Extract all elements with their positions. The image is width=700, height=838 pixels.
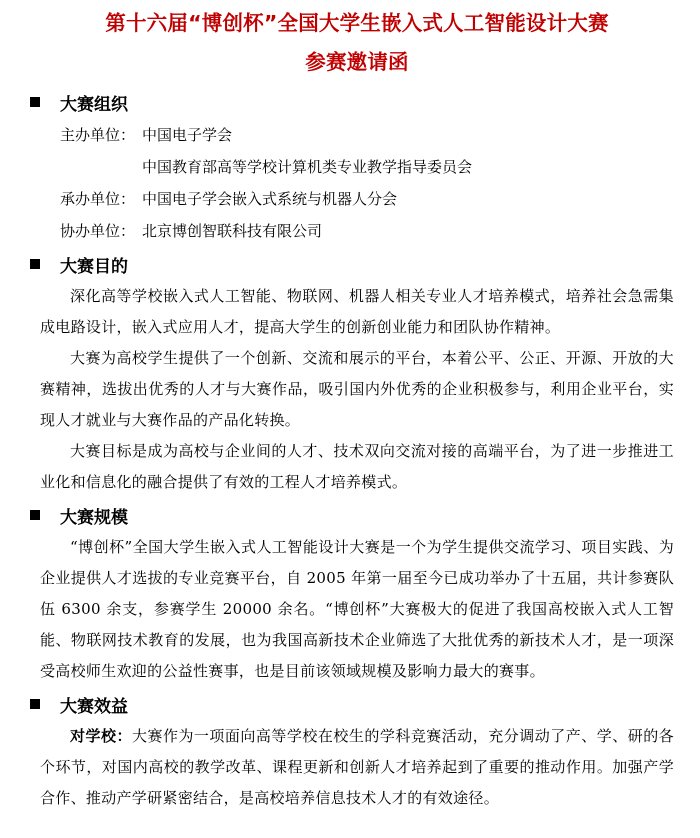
paragraph: 大赛目标是成为高校与企业间的人才、技术双向交流对接的高端平台，为了进一步推进工业化和信息化的融合提供了有效的工程人才培养模式。 [40,442,674,491]
heading-text: 大赛目的 [60,256,128,277]
section-heading [30,498,674,532]
section-scale [40,498,674,687]
section-organization [40,85,674,247]
document-subtitle: 参赛邀请函 [305,50,409,74]
host-value-1: 中国电子学会 [142,126,233,144]
assist-value: 北京博创智联科技有限公司 [142,222,323,240]
host-label: 主办单位： [60,126,136,144]
paragraph-body: 大赛作为一项面向高等学校在校生的学科竞赛活动，充分调动了产、学、研的各个环节，对国内高校的教学改革、课程更新和创新人才培养起到了重要的推动作用。加强产学合作、推动产学研紧密结合，是高校培养信息技术人才的有效途径。 [40,727,674,807]
assist-label: 协办单位： [60,222,136,240]
host-row-2 [60,151,674,183]
heading-text: 大赛规模 [60,507,128,528]
host-row [60,119,674,151]
undertake-row [60,183,674,215]
undertake-label: 承办单位： [60,190,136,208]
heading-text: 大赛效益 [60,696,128,717]
paragraph: 大赛为高校学生提供了一个创新、交流和展示的平台，本着公平、公正、开源、开放的大赛精神，选拔出优秀的人才与大赛作品，吸引国内外优秀的企业积极参与，利用企业平台，实现人才就业与大赛作品的产品化转换。 [40,349,674,429]
section-heading [30,85,674,119]
undertake-value: 中国电子学会嵌入式系统与机器人分会 [142,190,398,208]
square-bullet-icon [30,259,40,269]
section-benefit [40,687,674,814]
section-purpose [40,247,674,498]
square-bullet-icon [30,699,40,709]
paragraph-lead-label: 对学校： [70,727,132,745]
square-bullet-icon [30,97,40,107]
paragraph: “博创杯”全国大学生嵌入式人工智能设计大赛是一个为学生提供交流学习、项目实践、为企业提供人才选拔的专业竞赛平台，自 2005 年第一届至今已成功举办了十五届，共计参赛队伍 6300 余支，参赛学生 20000 余名。“博创杯”大赛极大的促进了我国高校嵌入式人工智能、物联网技术教育的发展，也为我国高新技术企业筛选了大批优秀的新技术人才，是一项深受高校师生欢迎的公益性赛事，也是目前该领域规模及影响力最大的赛事。 [40,538,674,680]
section-heading [30,247,674,281]
host-value-2: 中国教育部高等学校计算机类专业教学指导委员会 [142,158,473,176]
document-title: 第十六届“博创杯”全国大学生嵌入式人工智能设计大赛 [105,11,609,35]
heading-text: 大赛组织 [60,94,128,115]
paragraph: 深化高等学校嵌入式人工智能、物联网、机器人相关专业人才培养模式，培养社会急需集成电路设计，嵌入式应用人才，提高大学生的创新创业能力和团队协作精神。 [40,287,674,336]
square-bullet-icon [30,510,40,520]
section-heading [30,687,674,721]
paragraph [40,721,674,814]
organizer-list [40,119,674,247]
assist-row [60,215,674,247]
